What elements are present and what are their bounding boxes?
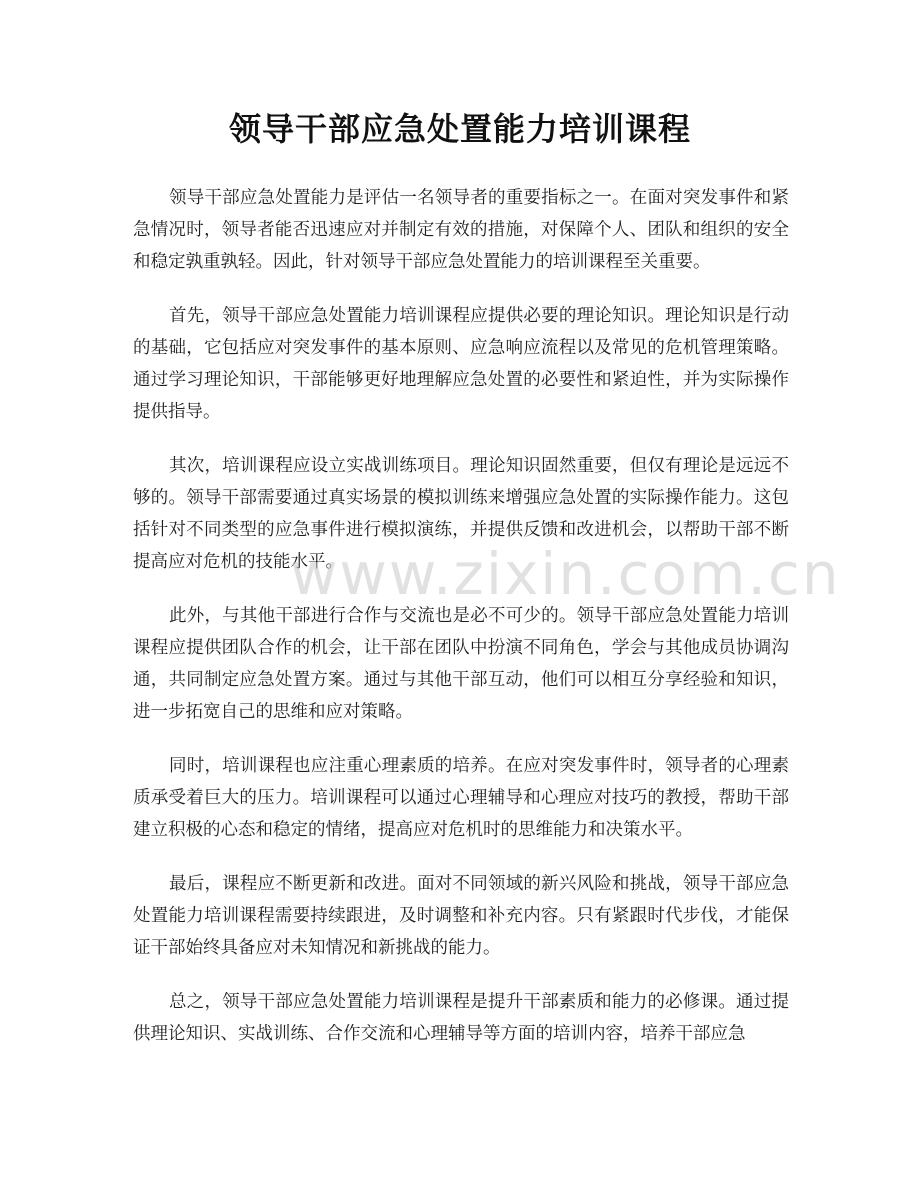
paragraph-psychology: 同时，培训课程也应注重心理素质的培养。在应对突发事件时，领导者的心理素质承受着巨大的压力。培训课程可以通过心理辅导和心理应对技巧的教授，帮助干部建立积极的心态和稳定的情绪，提高应对危机时的思维能力和决策水平。 — [133, 756, 789, 840]
paragraph-theory: 首先，领导干部应急处置能力培训课程应提供必要的理论知识。理论知识是行动的基础，它包括应对突发事件的基本原则、应急响应流程以及常见的危机管理策略。通过学习理论知识，干部能够更好地理解应急处置的必要性和紧迫性，并为实际操作提供指导。 — [133, 306, 789, 422]
paragraph-intro: 领导干部应急处置能力是评估一名领导者的重要指标之一。在面对突发事件和紧急情况时，领导者能否迅速应对并制定有效的措施，对保障个人、团队和组织的安全和稳定孰重孰轻。因此，针对领导干部应急处置能力的培训课程至关重要。 — [133, 188, 789, 272]
document-title: 领导干部应急处置能力培训课程 — [228, 110, 691, 148]
paragraph-cooperation: 此外，与其他干部进行合作与交流也是必不可少的。领导干部应急处置能力培训课程应提供团队合作的机会，让干部在团队中扮演不同角色，学会与其他成员协调沟通，共同制定应急处置方案。通过与其他干部互动，他们可以相互分享经验和知识，进一步拓宽自己的思维和应对策略。 — [133, 606, 789, 722]
watermark: www.zixin.com.cn — [290, 540, 841, 608]
paragraph-summary: 总之，领导干部应急处置能力培训课程是提升干部素质和能力的必修课。通过提供理论知识、实战训练、合作交流和心理辅导等方面的培训内容，培养干部应急 — [133, 992, 789, 1044]
paragraph-practice: 其次，培训课程应设立实战训练项目。理论知识固然重要，但仅有理论是远远不够的。领导干部需要通过真实场景的模拟训练来增强应急处置的实际操作能力。这包括针对不同类型的应急事件进行模拟演练，并提供反馈和改进机会，以帮助干部不断提高应对危机的技能水平。 — [133, 456, 789, 572]
document-body — [133, 182, 789, 1072]
paragraph-update: 最后，课程应不断更新和改进。面对不同领域的新兴风险和挑战，领导干部应急处置能力培训课程需要持续跟进，及时调整和补充内容。只有紧跟时代步伐，才能保证干部始终具备应对未知情况和新挑战的能力。 — [133, 874, 789, 958]
